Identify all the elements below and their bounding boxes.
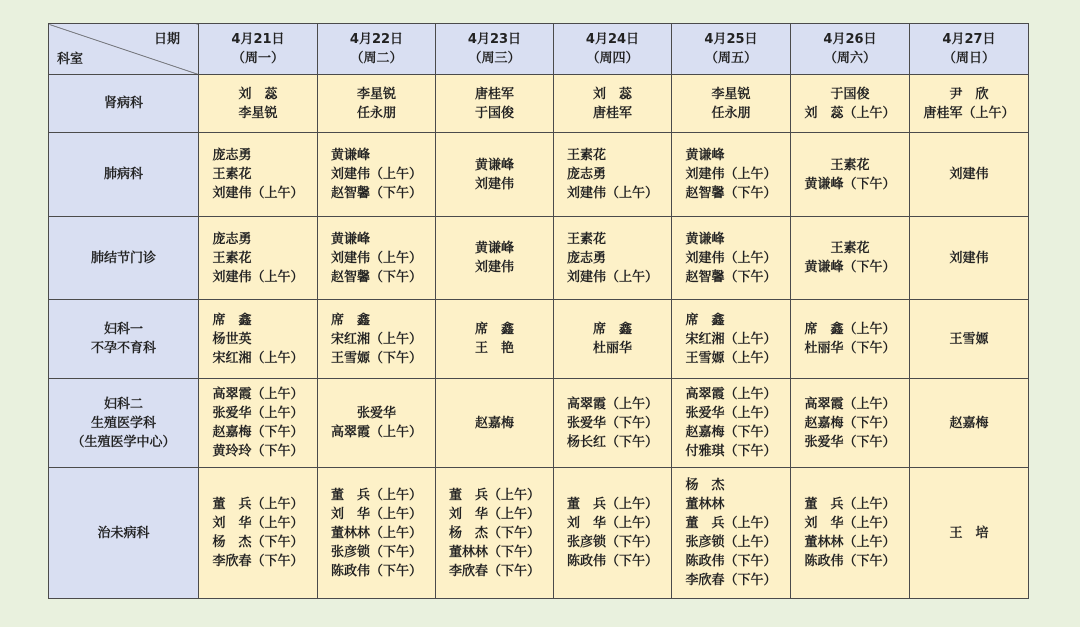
doctor-name: 赵嘉梅（下午）: [212, 425, 304, 440]
doctor-name: 刘 蕊: [238, 86, 278, 102]
duty-cell: [199, 379, 318, 468]
duty-cell: [318, 379, 436, 468]
doctor-name: 唐桂军: [592, 105, 632, 121]
doctor-name: 陈政伟（下午）: [685, 554, 777, 569]
doctor-name: 李星锐: [356, 86, 396, 102]
doctor-name: 庞志勇: [212, 231, 252, 247]
duty-cell: [910, 133, 1029, 217]
doctor-name: 杨 杰: [685, 478, 725, 493]
duty-cell: [672, 75, 791, 133]
doctor-name: 唐桂军（上午）: [923, 105, 1015, 121]
duty-cell: [554, 379, 672, 468]
doctor-name: 刘建伟（上午）: [330, 250, 422, 266]
corner-header-cell: [49, 24, 199, 75]
doctor-name: 李欣春（下午）: [212, 554, 304, 569]
duty-cell: [436, 300, 554, 379]
date-text: 4月24日: [585, 32, 640, 47]
doctor-name: 张彦锁（下午）: [330, 544, 422, 560]
duty-cell: [791, 75, 910, 133]
doctor-name: 陈政伟（下午）: [804, 554, 896, 569]
date-header-cell: [791, 24, 910, 75]
doctor-name: 刘建伟: [949, 250, 989, 266]
doctor-name: 王 培: [949, 525, 989, 541]
duty-cell: [791, 379, 910, 468]
department-name-cell: [49, 379, 199, 468]
duty-cell: [318, 133, 436, 217]
duty-cell: [672, 217, 791, 300]
doctor-name: 黄谦峰（下午）: [804, 260, 896, 275]
weekday-text: （周日）: [942, 51, 995, 66]
doctor-name: 董 兵（上午）: [212, 497, 304, 512]
doctor-name: 席 鑫: [330, 312, 370, 328]
department-header-label: 科室: [57, 52, 84, 67]
doctor-name: 刘 华（上午）: [448, 506, 540, 522]
duty-cell: [436, 133, 554, 217]
weekday-text: （周五）: [704, 51, 757, 66]
duty-cell: [554, 75, 672, 133]
doctor-name: 庞志勇: [212, 148, 252, 163]
doctor-name: 张爱华: [356, 406, 396, 421]
duty-cell: [199, 133, 318, 217]
doctor-name: 任永朋: [356, 105, 396, 121]
duty-cell: [672, 468, 791, 599]
schedule-body: [49, 75, 1029, 599]
doctor-name: 刘 华（上午）: [212, 516, 304, 531]
department-name-line: 妇科二: [103, 396, 143, 412]
department-row: [49, 217, 1029, 300]
date-header-cell: [199, 24, 318, 75]
duty-cell: [199, 468, 318, 599]
doctor-name: 刘 华（上午）: [804, 516, 896, 531]
doctor-name: 赵智馨（下午）: [330, 186, 422, 201]
doctor-name: 赵智馨（下午）: [685, 269, 777, 285]
duty-cell: [672, 300, 791, 379]
department-name-line: 肺结节门诊: [90, 250, 156, 266]
doctor-name: 刘建伟: [474, 260, 514, 275]
doctor-name: 席 鑫: [685, 312, 725, 328]
department-name-line: 肺病科: [103, 167, 143, 182]
duty-cell: [910, 217, 1029, 300]
date-header-cell: [554, 24, 672, 75]
doctor-name: 董林林（下午）: [448, 544, 540, 560]
doctor-name: 张爱华（上午）: [212, 406, 304, 421]
doctor-name: 杨长红（下午）: [566, 434, 658, 450]
doctor-name: 高翠霞（上午）: [212, 387, 304, 402]
doctor-name: 李欣春（下午）: [685, 573, 777, 588]
doctor-name: 庞志勇: [566, 250, 606, 266]
department-row: [49, 379, 1029, 468]
doctor-name: 黄玲玲（下午）: [212, 444, 304, 459]
doctor-name: 董 兵（上午）: [448, 487, 540, 503]
department-name-line: 不孕不育科: [90, 341, 156, 356]
doctor-name: 高翠霞（上午）: [330, 425, 422, 440]
doctor-name: 董 兵（上午）: [566, 497, 658, 512]
duty-cell: [436, 217, 554, 300]
doctor-name: 刘建伟（上午）: [685, 167, 777, 182]
doctor-name: 王素花: [566, 231, 606, 247]
duty-cell: [910, 300, 1029, 379]
date-header-cell: [672, 24, 791, 75]
duty-cell: [554, 217, 672, 300]
doctor-name: 黄谦峰: [330, 148, 370, 163]
doctor-name: 刘建伟（上午）: [566, 186, 658, 201]
duty-cell: [672, 133, 791, 217]
date-text: 4月21日: [231, 32, 285, 47]
doctor-name: 杨世英: [212, 331, 252, 347]
duty-cell: [318, 217, 436, 300]
duty-cell: [436, 75, 554, 133]
doctor-name: 高翠霞（上午）: [804, 396, 896, 412]
doctor-name: 高翠霞（上午）: [566, 396, 658, 412]
doctor-name: 刘 蕊（上午）: [804, 105, 896, 121]
header-row: [49, 24, 1029, 75]
date-text: 4月23日: [467, 32, 522, 47]
doctor-name: 刘建伟（上午）: [566, 269, 658, 285]
date-text: 4月22日: [349, 32, 404, 47]
weekday-text: （周四）: [586, 51, 639, 66]
doctor-name: 董 兵（上午）: [804, 497, 896, 512]
doctor-name: 宋红湘（上午）: [212, 350, 304, 366]
doctor-name: 董林林（上午）: [804, 535, 896, 550]
doctor-name: 刘 蕊: [592, 86, 632, 102]
duty-cell: [791, 217, 910, 300]
duty-cell: [554, 300, 672, 379]
doctor-name: 张彦锁（下午）: [566, 535, 658, 550]
doctor-name: 董 兵（上午）: [685, 516, 777, 531]
doctor-name: 唐桂军: [474, 86, 514, 102]
doctor-name: 杨 杰（下午）: [448, 525, 540, 541]
doctor-name: 尹 欣: [949, 86, 989, 102]
doctor-name: 王素花: [212, 167, 252, 182]
doctor-name: 赵智馨（下午）: [685, 186, 777, 201]
doctor-name: 李星锐: [238, 105, 278, 121]
doctor-name: 王素花: [212, 250, 252, 266]
duty-cell: [910, 468, 1029, 599]
doctor-name: 赵嘉梅（下午）: [685, 425, 777, 440]
department-name-cell: [49, 133, 199, 217]
date-header-cell: [436, 24, 554, 75]
department-name-line: 生殖医学科: [90, 415, 156, 431]
doctor-name: 赵智馨（下午）: [330, 269, 422, 285]
duty-cell: [554, 468, 672, 599]
duty-cell: [672, 379, 791, 468]
doctor-name: 刘 华（上午）: [566, 516, 658, 531]
doctor-name: 宋红湘（上午）: [685, 331, 777, 347]
doctor-name: 于国俊: [830, 86, 870, 102]
department-name-cell: [49, 217, 199, 300]
doctor-name: 董林林: [685, 497, 725, 512]
duty-cell: [910, 379, 1029, 468]
duty-cell: [791, 300, 910, 379]
doctor-name: 张爱华（下午）: [804, 434, 896, 450]
department-row: [49, 468, 1029, 599]
date-text: 4月26日: [823, 32, 877, 47]
doctor-name: 王雪嫄（上午）: [685, 350, 777, 366]
doctor-name: 刘建伟: [474, 176, 514, 192]
department-name-line: 治未病科: [97, 525, 150, 541]
department-name-cell: [49, 75, 199, 133]
doctor-name: 张爱华（上午）: [685, 406, 777, 421]
doctor-name: 黄谦峰: [685, 231, 725, 247]
doctor-name: 刘建伟（上午）: [330, 167, 422, 182]
department-row: [49, 75, 1029, 133]
doctor-name: 杨 杰（下午）: [212, 535, 304, 550]
doctor-name: 黄谦峰: [685, 148, 725, 163]
duty-cell: [199, 217, 318, 300]
duty-cell: [791, 133, 910, 217]
doctor-name: 董林林（上午）: [330, 525, 422, 541]
doctor-name: 王素花: [830, 157, 870, 173]
date-text: 4月27日: [942, 32, 996, 47]
doctor-name: 赵嘉梅: [949, 415, 989, 431]
doctor-name: 席 鑫: [212, 312, 252, 328]
date-header-label: 日期: [153, 32, 180, 47]
doctor-name: 刘建伟（上午）: [212, 269, 304, 285]
doctor-name: 黄谦峰: [474, 241, 514, 256]
doctor-name: 刘建伟（上午）: [212, 186, 304, 201]
doctor-name: 赵嘉梅（下午）: [804, 415, 896, 431]
doctor-name: 黄谦峰: [330, 231, 370, 247]
doctor-name: 高翠霞（上午）: [685, 387, 777, 402]
date-text: 4月25日: [704, 32, 758, 47]
doctor-name: 于国俊: [474, 105, 514, 121]
doctor-name: 付雅琪（下午）: [685, 444, 777, 459]
department-name-line: （生殖医学中心）: [71, 434, 176, 450]
weekday-text: （周三）: [468, 51, 521, 66]
weekday-text: （周二）: [350, 51, 403, 66]
date-header-cell: [910, 24, 1029, 75]
duty-cell: [910, 75, 1029, 133]
doctor-name: 杜丽华: [592, 341, 632, 356]
doctor-name: 杜丽华（下午）: [804, 341, 896, 356]
department-row: [49, 133, 1029, 217]
doctor-name: 张彦锁（上午）: [685, 535, 777, 550]
doctor-name: 刘建伟（上午）: [685, 250, 777, 266]
duty-cell: [199, 75, 318, 133]
duty-cell: [318, 75, 436, 133]
doctor-name: 陈政伟（下午）: [330, 563, 422, 579]
doctor-name: 董 兵（上午）: [330, 487, 422, 503]
doctor-name: 王雪嫄: [949, 331, 989, 347]
doctor-name: 黄谦峰: [474, 157, 514, 173]
doctor-name: 席 鑫（上午）: [804, 322, 896, 337]
doctor-name: 庞志勇: [566, 167, 606, 182]
duty-cell: [318, 468, 436, 599]
doctor-name: 王素花: [566, 148, 606, 163]
department-name-line: 肾病科: [103, 96, 143, 111]
doctor-name: 王 艳: [474, 341, 514, 356]
department-name-line: 妇科一: [103, 322, 143, 337]
duty-cell: [791, 468, 910, 599]
doctor-name: 刘 华（上午）: [330, 506, 422, 522]
weekday-text: （周一）: [231, 51, 284, 66]
doctor-name: 赵嘉梅: [474, 415, 514, 431]
department-name-cell: [49, 468, 199, 599]
doctor-name: 席 鑫: [592, 322, 632, 337]
duty-cell: [318, 300, 436, 379]
doctor-name: 陈政伟（下午）: [566, 554, 658, 569]
date-header-cell: [318, 24, 436, 75]
doctor-name: 宋红湘（上午）: [330, 331, 422, 347]
doctor-name: 席 鑫: [474, 322, 514, 337]
doctor-name: 李欣春（下午）: [448, 563, 540, 579]
department-name-cell: [49, 300, 199, 379]
doctor-name: 黄谦峰（下午）: [804, 176, 896, 192]
doctor-name: 任永朋: [711, 105, 751, 121]
duty-schedule-table: [48, 23, 1029, 599]
duty-cell: [554, 133, 672, 217]
doctor-name: 李星锐: [711, 86, 751, 102]
department-row: [49, 300, 1029, 379]
doctor-name: 王雪嫄（下午）: [330, 350, 422, 366]
duty-cell: [436, 468, 554, 599]
doctor-name: 张爱华（下午）: [566, 415, 658, 431]
doctor-name: 刘建伟: [949, 167, 989, 182]
doctor-name: 王素花: [830, 241, 870, 256]
weekday-text: （周六）: [823, 51, 876, 66]
duty-cell: [199, 300, 318, 379]
duty-cell: [436, 379, 554, 468]
